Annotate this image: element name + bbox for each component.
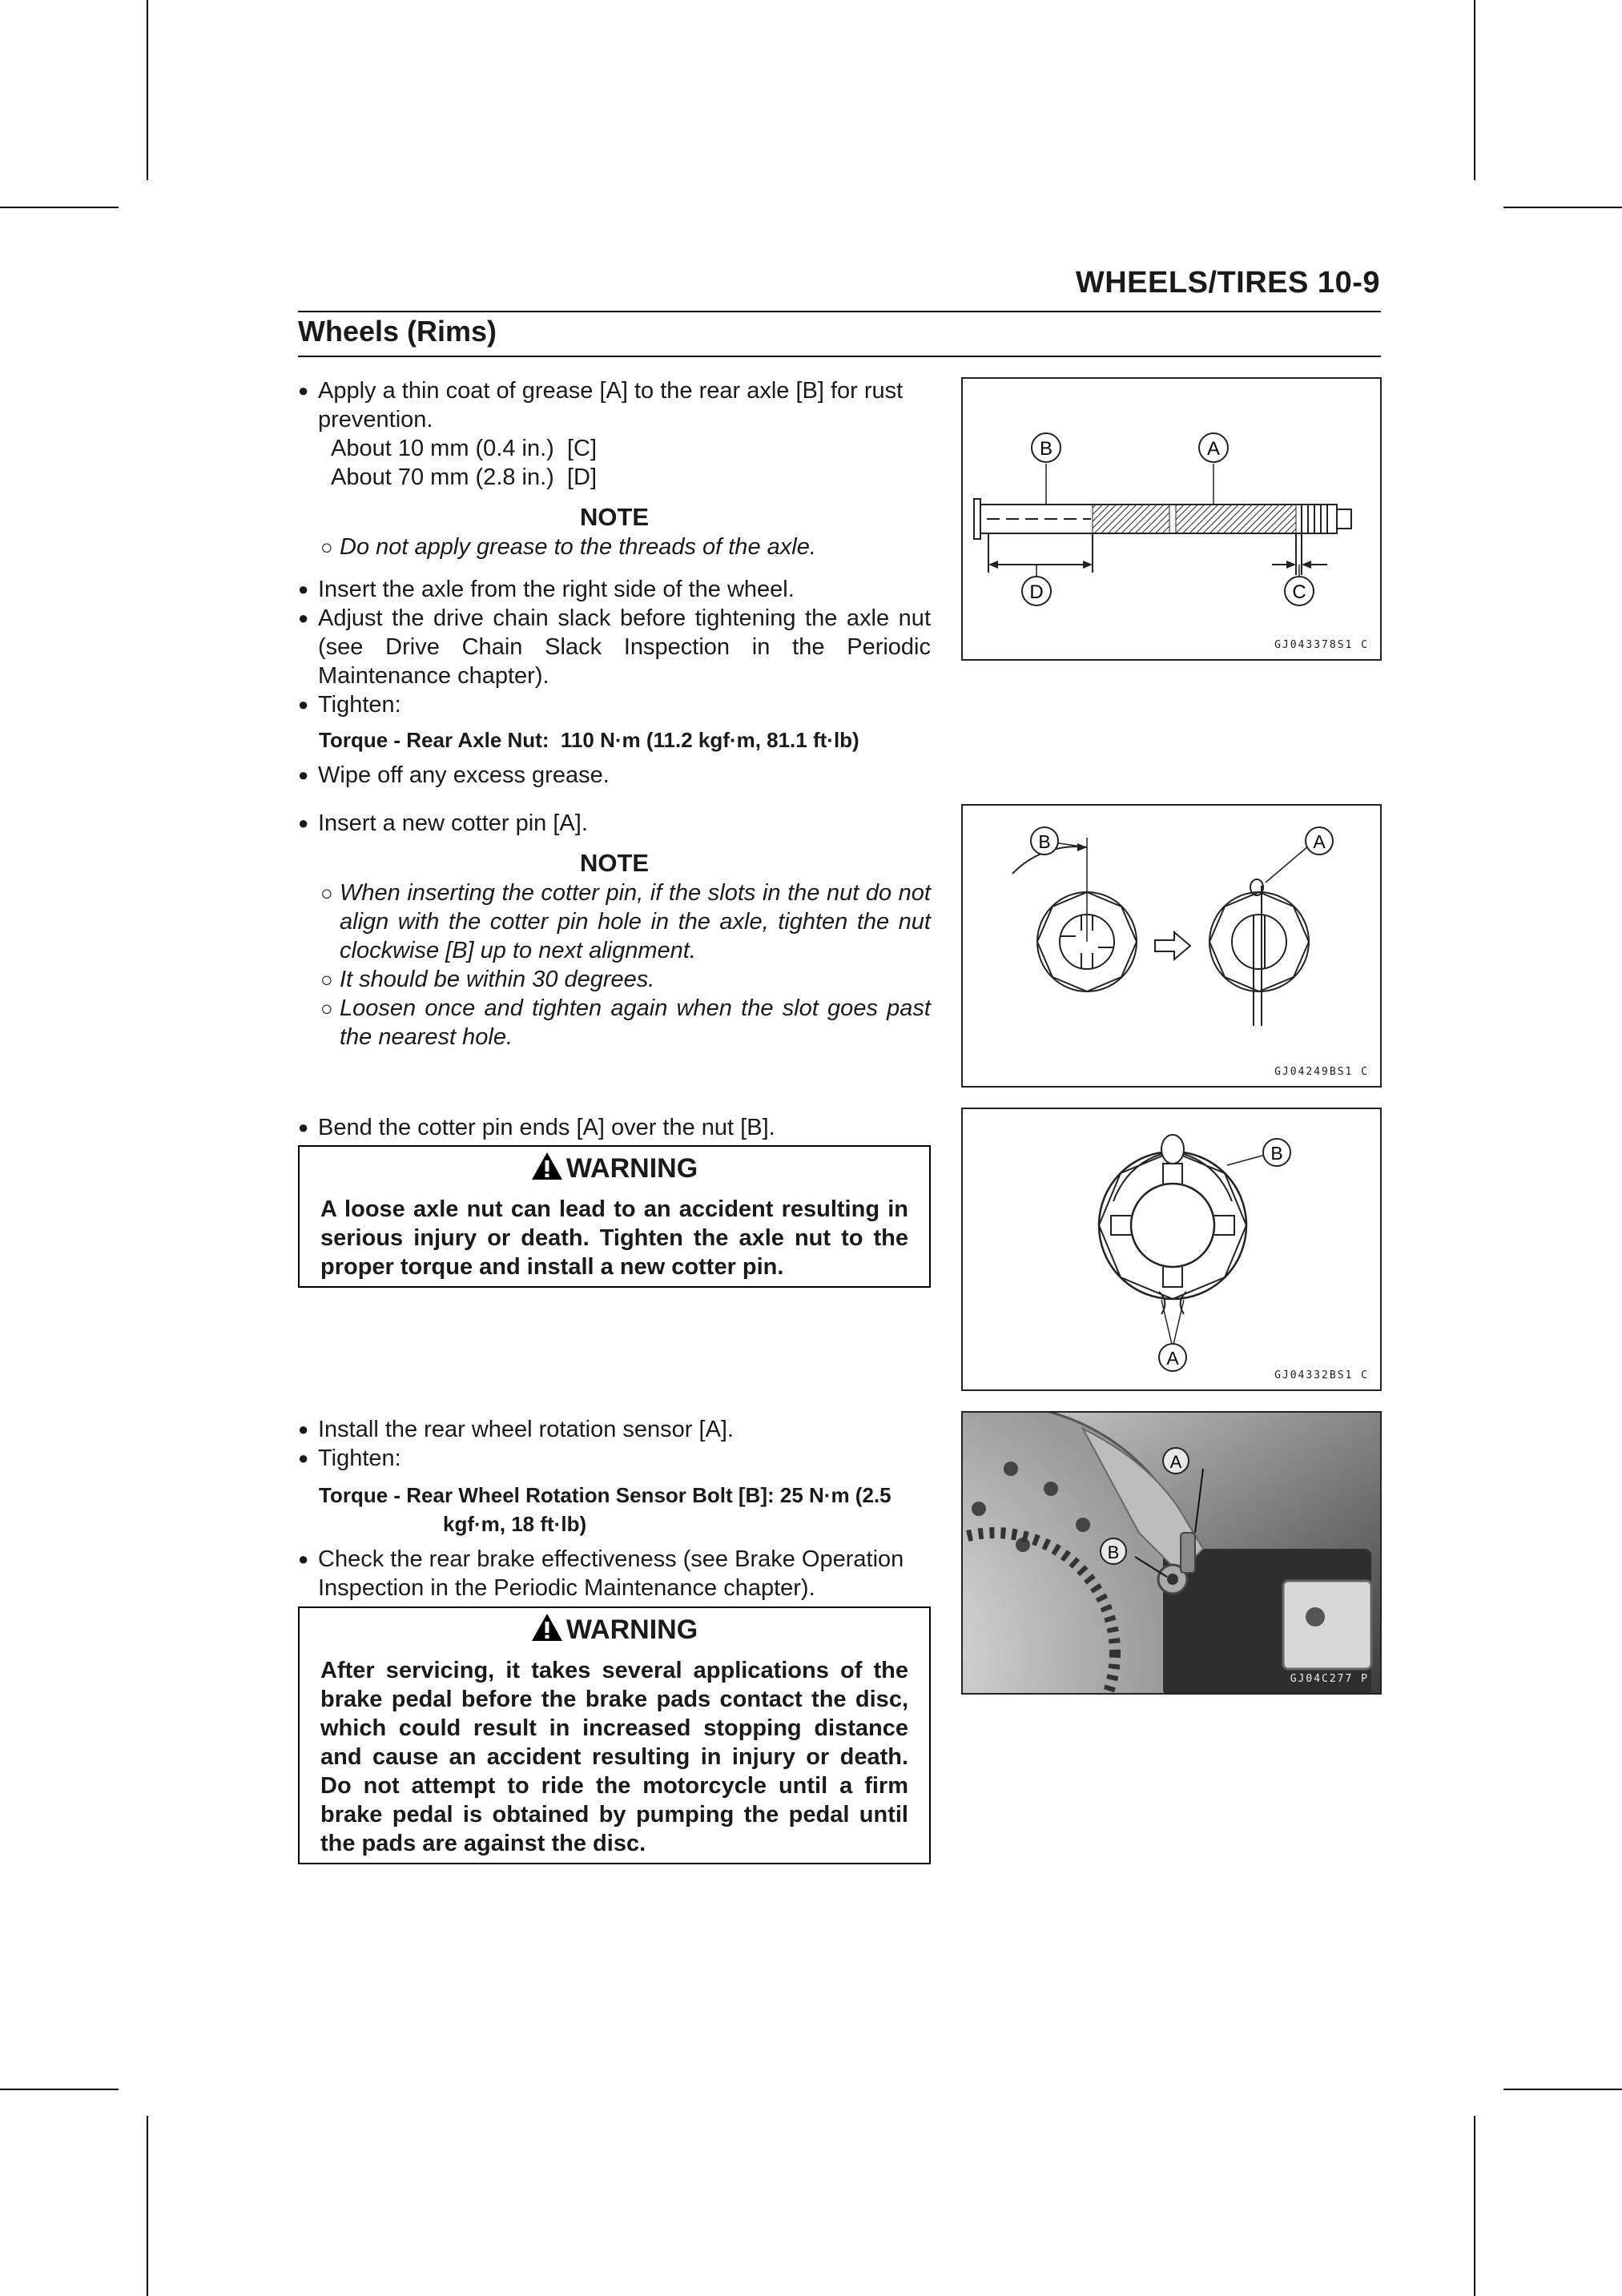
cotter-pin-bend-diagram xyxy=(963,1109,1383,1393)
step4-bullet: ● Bend the cotter pin ends [A] over the nut [B]. xyxy=(298,1113,931,1142)
step1-line-c: About 10 mm (0.4 in.) [C] xyxy=(331,436,598,461)
warning-box-brake xyxy=(298,1606,931,1864)
crop-mark xyxy=(1503,2089,1622,2090)
rotation-sensor-photo xyxy=(963,1413,1382,1695)
figure-code: GJ04C277 P xyxy=(1290,1673,1369,1685)
step3-bullet: ● Insert a new cotter pin [A]. xyxy=(298,809,931,838)
crop-mark xyxy=(0,2089,119,2090)
section-rule xyxy=(298,356,1381,357)
crop-mark xyxy=(147,2116,148,2296)
section-title: Wheels (Rims) xyxy=(298,315,497,348)
warning-header xyxy=(300,1152,929,1184)
step2-bullet-adjust: ● Adjust the drive chain slack before tightening the axle nut (see Drive Chain Slack Inspection in the Periodic Maintenance chapter). xyxy=(298,604,931,690)
warning-text: A loose axle nut can lead to an accident resulting in serious injury or death. Tighten the axle nut to the proper torque and install a new cotter pin. xyxy=(320,1196,908,1280)
label-b: B xyxy=(1107,1542,1120,1562)
warning-header xyxy=(300,1613,929,1646)
step5-bullet-tighten: ● Tighten: xyxy=(298,1444,931,1473)
step3-note-3: ○ Loosen once and tighten again when the slot goes past the nearest hole. xyxy=(320,994,931,1051)
warning-triangle-icon xyxy=(531,1613,563,1642)
step2-bullet-wipe: ● Wipe off any excess grease. xyxy=(298,761,931,790)
label-b: B xyxy=(1039,438,1053,460)
step2-torque: Torque - Rear Axle Nut: 110 N·m (11.2 kgf·m, 81.1 ft·lb) xyxy=(319,728,859,752)
label-c: C xyxy=(1292,581,1306,603)
label-d: D xyxy=(1029,581,1044,603)
step1-line-d: About 70 mm (2.8 in.) [D] xyxy=(331,464,598,490)
cotter-pin-insert-diagram xyxy=(963,806,1383,1089)
header-rule xyxy=(298,311,1381,312)
figure-code: GJ04249BS1 C xyxy=(1274,1066,1369,1078)
label-b: B xyxy=(1038,831,1051,852)
warning-title: WARNING xyxy=(565,1153,698,1184)
step2-bullet-tighten: ● Tighten: xyxy=(298,690,931,719)
page-header: WHEELS/TIRES 10-9 xyxy=(1075,266,1380,300)
axle-diagram xyxy=(963,379,1383,662)
figure-cotter-pin-insert xyxy=(961,804,1382,1088)
step5-bullet-sensor: ● Install the rear wheel rotation sensor [A]. xyxy=(298,1415,931,1444)
figure-cotter-pin-bend xyxy=(961,1108,1382,1391)
step5-bullet-check: ● Check the rear brake effectiveness (see Brake Operation Inspection in the Periodic Maintenance chapter). xyxy=(298,1545,931,1602)
crop-mark xyxy=(147,0,148,180)
warning-box-axle-nut xyxy=(298,1145,931,1288)
step5-torque-line2: kgf·m, 18 ft·lb) xyxy=(443,1512,587,1536)
warning-triangle-icon xyxy=(531,1152,563,1180)
label-a: A xyxy=(1169,1452,1182,1472)
step1-note: ○ Do not apply grease to the threads of the axle. xyxy=(320,533,931,561)
figure-axle-grease xyxy=(961,377,1382,661)
label-b: B xyxy=(1270,1143,1283,1164)
warning-text: After servicing, it takes several applications of the brake pedal before the brake pads contact the disc, which could result in increased stopping distance and cause an accident resulting in injury or death. Do not attempt to ride the motorcycle until a firm brake pedal is obtained by pumping the pedal until the pads are against the disc. xyxy=(320,1658,908,1856)
label-a: A xyxy=(1166,1348,1179,1369)
step1-note-title: NOTE xyxy=(579,503,650,531)
label-a: A xyxy=(1313,831,1326,852)
crop-mark xyxy=(0,207,119,208)
figure-code: GJ043378S1 C xyxy=(1274,639,1369,651)
step2-bullet-insert: ● Insert the axle from the right side of the wheel. xyxy=(298,575,931,604)
step3-note-1: ○ When inserting the cotter pin, if the slots in the nut do not align with the cotter pin hole in the axle, tighten the nut clockwise [B] up to next alignment. xyxy=(320,879,931,965)
crop-mark xyxy=(1503,207,1622,208)
step3-note-title: NOTE xyxy=(579,849,650,877)
label-a: A xyxy=(1206,438,1221,460)
warning-title: WARNING xyxy=(565,1614,698,1645)
crop-mark xyxy=(1474,0,1475,180)
crop-mark xyxy=(1474,2116,1475,2296)
step3-note-2: ○ It should be within 30 degrees. xyxy=(320,965,931,994)
step1-bullet: ● Apply a thin coat of grease [A] to the rear axle [B] for rust prevention. xyxy=(298,376,931,434)
figure-code: GJ04332BS1 C xyxy=(1274,1369,1369,1381)
step5-torque-line1: Torque - Rear Wheel Rotation Sensor Bolt [B]: 25 N·m (2.5 xyxy=(319,1483,891,1507)
figure-rotation-sensor-photo xyxy=(961,1411,1382,1695)
